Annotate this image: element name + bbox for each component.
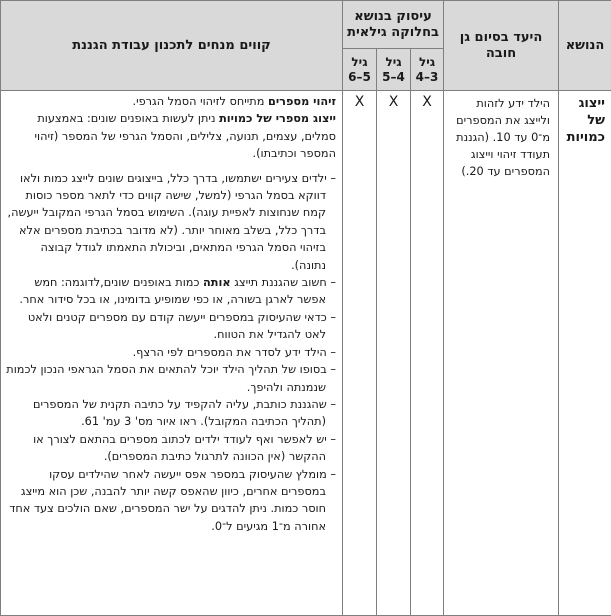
guideline-bullet: – ילדים צעירים ישתמשו, בדרך כלל, בייצוגים שונים לייצג כמות ולאו דווקא בסמל הגרפי (למשל, שישה קווים כדי לתאר מספר כוסות קמח שנחוצות לאפיית עוגה). השימוש בסמל הגרפי המקובל ייעשה, בדרך כלל, בשלב מאוחר יותר. (לא מדובר בכתיבת מספרים אלא בזיהוי הסמל הגרפי המתאים, וביכולת התאמתו לגודל קבוצה נתונה). (7, 171, 336, 272)
header-goal: היעד בסיום גן חובה (444, 1, 559, 91)
guideline-paragraph-2: ייצוג מספרי של כמויות ניתן לעשות באופנים שונים: באמצעות סמלים, עצמים, תנועה, צלילים, והסמל הגרפי של המספר (זיהוי המספר וכתיבתו). (34, 112, 336, 161)
header-topic: הנושא (559, 1, 611, 91)
header-guidelines: קווים מנחים לתכנון עבודת הגננת (1, 1, 343, 91)
header-age-5-6: גיל 5–6 (343, 49, 377, 91)
header-age-4-5: גיל 4–5 (377, 49, 411, 91)
guideline-bullet: – הילד ידע לסדר את המספרים לפי הרצף. (132, 345, 336, 359)
guideline-bullet: – יש לאפשר ואף לעודד ילדים לכתוב מספרים בהתאם לצורך או ההקשר (אין הכוונה לתרגול כתיבת המספרים). (33, 432, 336, 464)
mark-age-3-4: X (411, 91, 444, 616)
mark-age-4-5: X (377, 91, 411, 616)
mark-age-5-6: X (343, 91, 377, 616)
header-age-group: עיסוק בנושא בחלוקה גילאית (343, 1, 444, 49)
guidelines-cell (1, 91, 343, 616)
guideline-bullet: – בסופו של תהליך הילד יוכל להתאים את הסמל הגראפי הנכון לכמות שנמנתה ולהיפך. (6, 363, 336, 394)
goal-cell: הילד ידע לזהות ולייצג את המספרים מ־0 עד 10. (הגננת תעודד זיהוי וייצוג המספרים עד 20.) (444, 91, 559, 616)
topic-cell: ייצוג של כמויות (559, 91, 611, 616)
header-age-3-4: גיל 3–4 (411, 49, 444, 91)
guideline-paragraph-1: זיהוי מספרים מתייחס לזיהוי הסמל הגרפי. (132, 95, 336, 108)
guideline-bullet: – חשוב שהגננת תייצג אותה כמות באופנים שונים,לדוגמה: חמש אפשר לארגן בשורה, או כפי שמופיע בדומינו, או בכל סידור אחר. (19, 276, 336, 307)
guideline-bullet: – שהגננת כותבת, עליה להקפיד על כתיבה תקנית של המספרים (תהליך הכתיבה המקובל). ראו איור מס' 3 עמ' 61. (33, 397, 336, 429)
guideline-bullet: – מומלץ שהעיסוק במספר אפס ייעשה לאחר שהילדים עסקו במספרים אחרים, כיוון שהאפס קשה יותר להבנה, שכן הוא מייצג חוסר כמות. ניתן להדגים על ישר המספרים, שאם הולכים צעד אחד אחורה מ־1 מגיעים ל־0. (9, 467, 336, 533)
guideline-bullet: – כדאי שהעיסוק במספרים ייעשה קודם עם מספרים קטנים ולאט לאט להגדיל את הטווח. (27, 310, 336, 342)
